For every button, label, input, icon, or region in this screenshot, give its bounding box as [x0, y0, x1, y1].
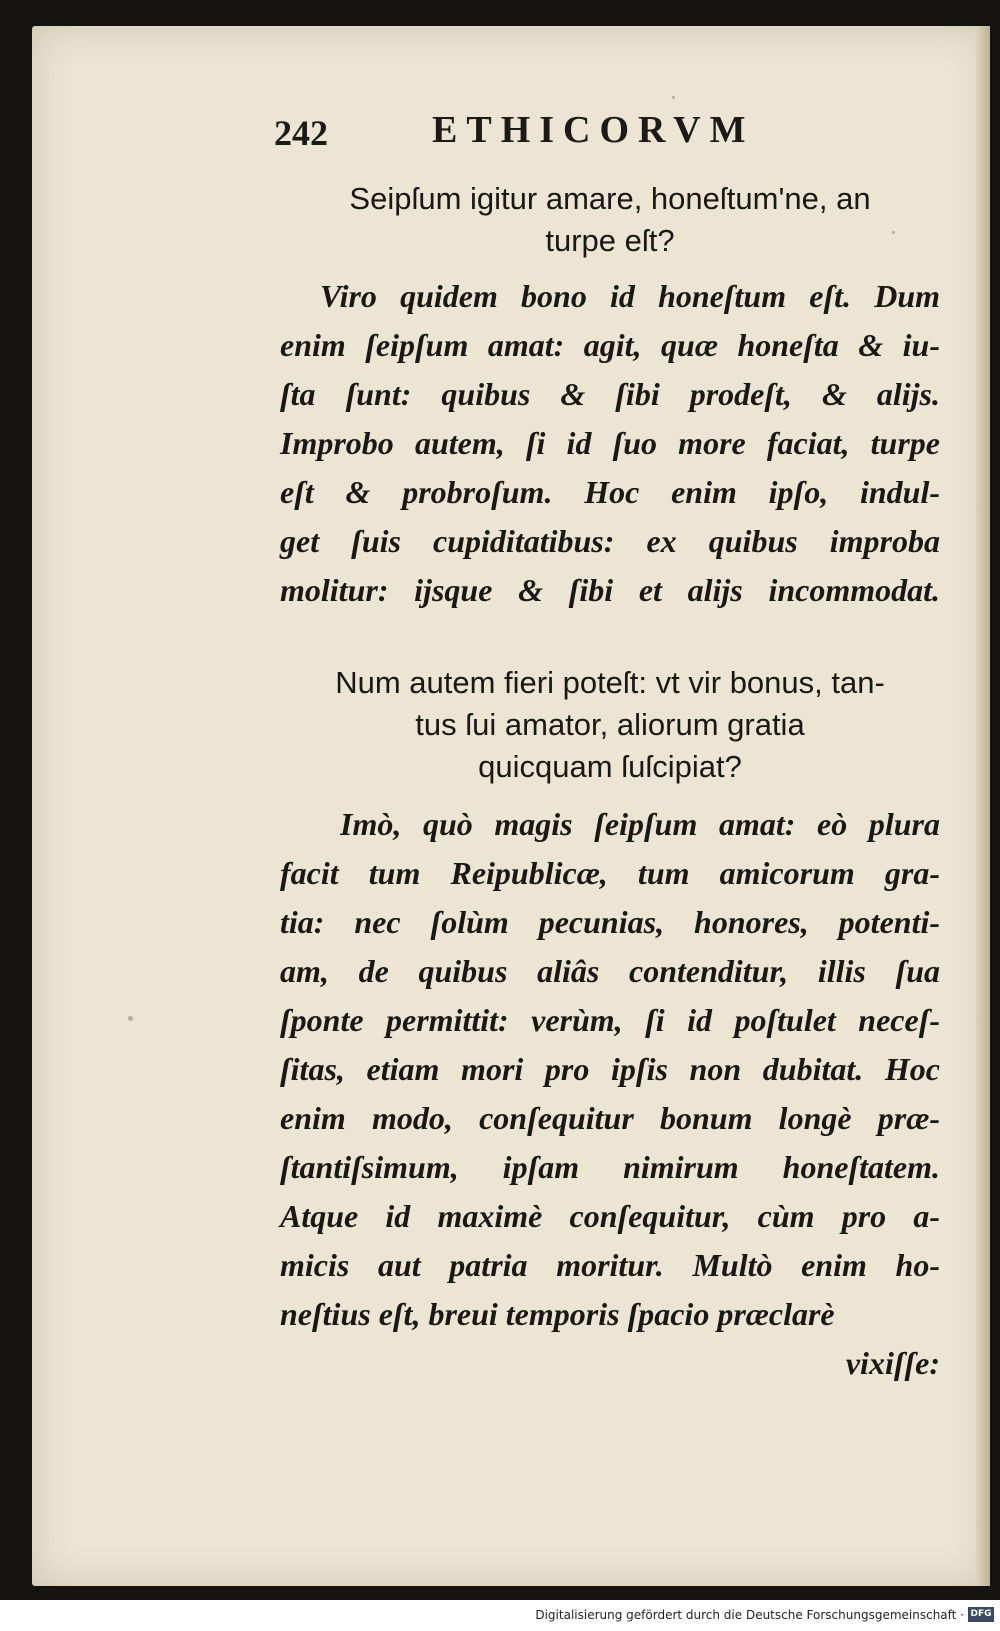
answer-2 — [280, 800, 940, 1388]
question-line: Num autem fieri poteſt: vt vir bonus, tan- — [335, 665, 885, 700]
paper-speck — [672, 96, 675, 99]
answer-line: ſponte permittit: verùm, ſi id poſtulet neceſ- — [280, 1002, 940, 1038]
answer-line: ſitas, etiam mori pro ipſis non dubitat. Hoc — [280, 1051, 940, 1087]
answer-line: Improbo autem, ſi id ſuo more faciat, turpe — [280, 425, 940, 461]
footer-bar — [0, 1600, 1000, 1631]
answer-line: molitur: ijsque & ſibi et alijs incommodat. — [280, 572, 940, 608]
dfg-logo: DFG — [968, 1607, 994, 1622]
answer-line: Atque id maximè conſequitur, cùm pro a- — [280, 1198, 940, 1234]
answer-line: vixiſſe: — [845, 1345, 940, 1381]
question-line: Seipſum igitur amare, honeſtum'ne, an — [349, 181, 871, 216]
answer-line: neſtius eſt, breui temporis ſpacio præclarè — [280, 1296, 835, 1332]
question-line: quicquam ſuſcipiat? — [478, 749, 742, 784]
answer-line: get ſuis cupiditatibus: ex quibus improba — [280, 523, 940, 559]
page-edge — [976, 26, 990, 1586]
answer-line: am, de quibus aliâs contenditur, illis ſua — [280, 953, 940, 989]
answer-line: micis aut patria moritur. Multò enim ho- — [280, 1247, 940, 1283]
answer-1 — [280, 272, 940, 615]
paper-speck — [128, 1016, 133, 1021]
answer-line: enim ſeipſum amat: agit, quæ honeſta & iu- — [280, 327, 940, 363]
answer-line: ſta ſunt: quibus & ſibi prodeſt, & alijs. — [280, 376, 940, 412]
answer-line: eſt & probroſum. Hoc enim ipſo, indul- — [280, 474, 940, 510]
question-line: tus ſui amator, aliorum gratia — [415, 707, 805, 742]
page-number: 242 — [274, 113, 328, 153]
answer-line: ſtantiſsimum, ipſam nimirum honeſtatem. — [280, 1149, 940, 1185]
answer-line: facit tum Reipublicæ, tum amicorum gra- — [280, 855, 940, 891]
answer-line: Viro quidem bono id honeſtum eſt. Dum — [320, 278, 940, 314]
question-2 — [280, 662, 940, 788]
question-line: turpe eſt? — [545, 223, 675, 258]
answer-line: tia: nec ſolùm pecunias, honores, potenti- — [280, 904, 940, 940]
running-head: ETHICORVM — [432, 109, 755, 151]
answer-line: Imò, quò magis ſeipſum amat: eò plura — [340, 806, 940, 842]
page-header — [240, 108, 840, 158]
footer-credit: Digitalisierung gefördert durch die Deutsche Forschungsgemeinschaft · — [535, 1608, 964, 1622]
question-1 — [280, 178, 940, 262]
answer-line: enim modo, conſequitur bonum longè præ- — [280, 1100, 940, 1136]
